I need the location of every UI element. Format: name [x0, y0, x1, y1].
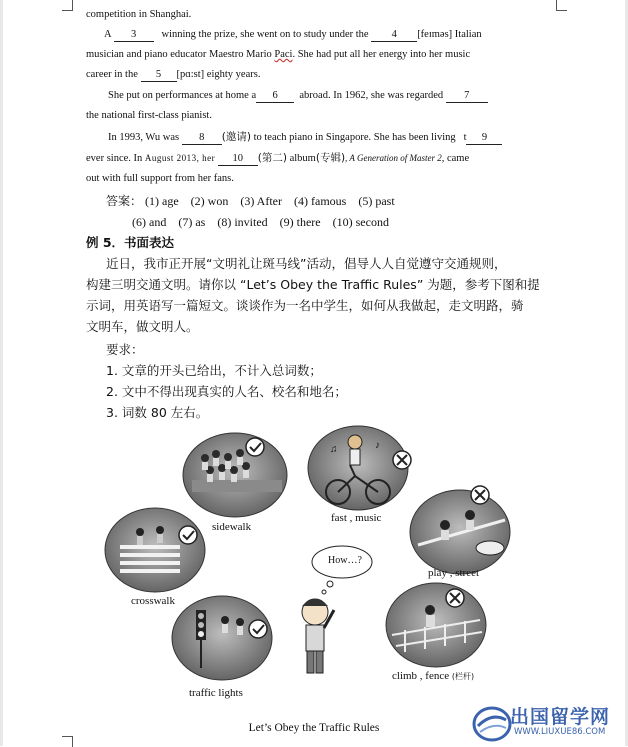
play-street-picture — [410, 490, 510, 574]
example-para-3: 示词，用英语写一篇短文。谈谈作为一名中学生，如何从我做起，走文明路，骑 — [86, 298, 524, 313]
passage-line-2: A 3 winning the prize, she went on to study under the 4 [feɪməs] Italian — [104, 29, 482, 40]
passage-line-1: competition in Shanghai. — [86, 9, 192, 20]
caption-play-street: play , street — [428, 567, 480, 579]
watermark-name: 出国留学网 — [510, 706, 611, 728]
margin-mark-top-right — [556, 0, 567, 11]
cross-icon — [471, 486, 489, 504]
passage-line-7: In 1993, Wu was 8 (邀请) to teach piano in Singapore. She has been living t 9 — [108, 130, 502, 145]
caption-crosswalk: crosswalk — [131, 595, 175, 607]
svg-text:♪: ♪ — [375, 440, 380, 451]
caption-traffic-lights: traffic lights — [189, 687, 243, 699]
margin-mark-bottom-left — [62, 736, 73, 747]
example-heading: 例 5．书面表达 — [86, 235, 175, 250]
blank-10: 10 — [218, 153, 258, 166]
passage-line-3: musician and piano educator Maestro Mario Paci. She had put all her energy into her music — [86, 49, 471, 60]
watermark-logo — [470, 702, 628, 746]
globe-icon — [472, 704, 512, 744]
cross-icon — [446, 589, 464, 607]
check-icon — [179, 526, 197, 544]
cross-icon — [393, 451, 411, 469]
blank-7: 7 — [446, 90, 488, 103]
blank-8: 8 — [182, 132, 222, 145]
crosswalk-picture — [105, 508, 205, 592]
climb-fence-picture — [386, 583, 486, 667]
blank-3: 3 — [114, 29, 154, 42]
example-para-4: 文明车，做文明人。 — [86, 319, 199, 334]
caption-sidewalk: sidewalk — [212, 521, 252, 533]
sidewalk-picture — [183, 433, 287, 517]
svg-text:♫: ♫ — [330, 444, 338, 455]
essay-title: Let’s Obey the Traffic Rules — [248, 722, 380, 734]
answers-row-1: 答案： (1) age (2) won (3) After (4) famous (5) past — [106, 194, 395, 208]
check-icon — [249, 620, 267, 638]
caption-fast-music: fast , music — [331, 512, 382, 524]
requirement-1: 1. 文章的开头已给出，不计入总词数； — [106, 363, 322, 378]
answers-row-2: (6) and (7) as (8) invited (9) there (10) second — [132, 215, 389, 229]
example-para-1: 近日，我市正开展“文明礼让斑马线”活动，倡导人人自觉遵守交通规则， — [106, 256, 507, 271]
fast-music-picture — [308, 426, 408, 510]
caption-bubble: How…? — [328, 555, 362, 566]
caption-climb-fence: climb , fence (栏杆) — [392, 670, 475, 682]
passage-line-6: the national first-class pianist. — [86, 110, 212, 121]
requirement-3: 3. 词数 80 左右。 — [106, 405, 209, 420]
example-para-2: 构建三明交通文明。请你以 “Let’s Obey the Traffic Rules” 为题，参考下图和提 — [86, 277, 540, 292]
check-icon — [246, 438, 264, 456]
requirements-title: 要求： — [106, 342, 144, 357]
boy-figure — [302, 599, 334, 673]
blank-5: 5 — [141, 69, 177, 82]
blank-4: 4 — [371, 29, 417, 42]
passage-line-9: out with full support from her fans. — [86, 173, 234, 184]
blank-9: 9 — [466, 132, 502, 145]
traffic-rules-illustration — [0, 420, 628, 720]
blank-6: 6 — [256, 90, 294, 103]
passage-line-8: ever since. In August 2013, her 10 (第二) album(专辑), A Generation of Master 2, came — [86, 152, 470, 164]
passage-line-5: She put on performances at home a 6 abroad. In 1962, she was regarded 7 — [108, 89, 488, 103]
requirement-2: 2. 文中不得出现真实的人名、校名和地名； — [106, 384, 347, 399]
watermark-url: WWW.LIUXUE86.COM — [514, 727, 606, 737]
speech-bubble — [312, 546, 372, 594]
margin-mark-top-left — [62, 0, 73, 11]
passage-line-4: career in the 5 [pɑ:st] eighty years. — [86, 69, 261, 80]
